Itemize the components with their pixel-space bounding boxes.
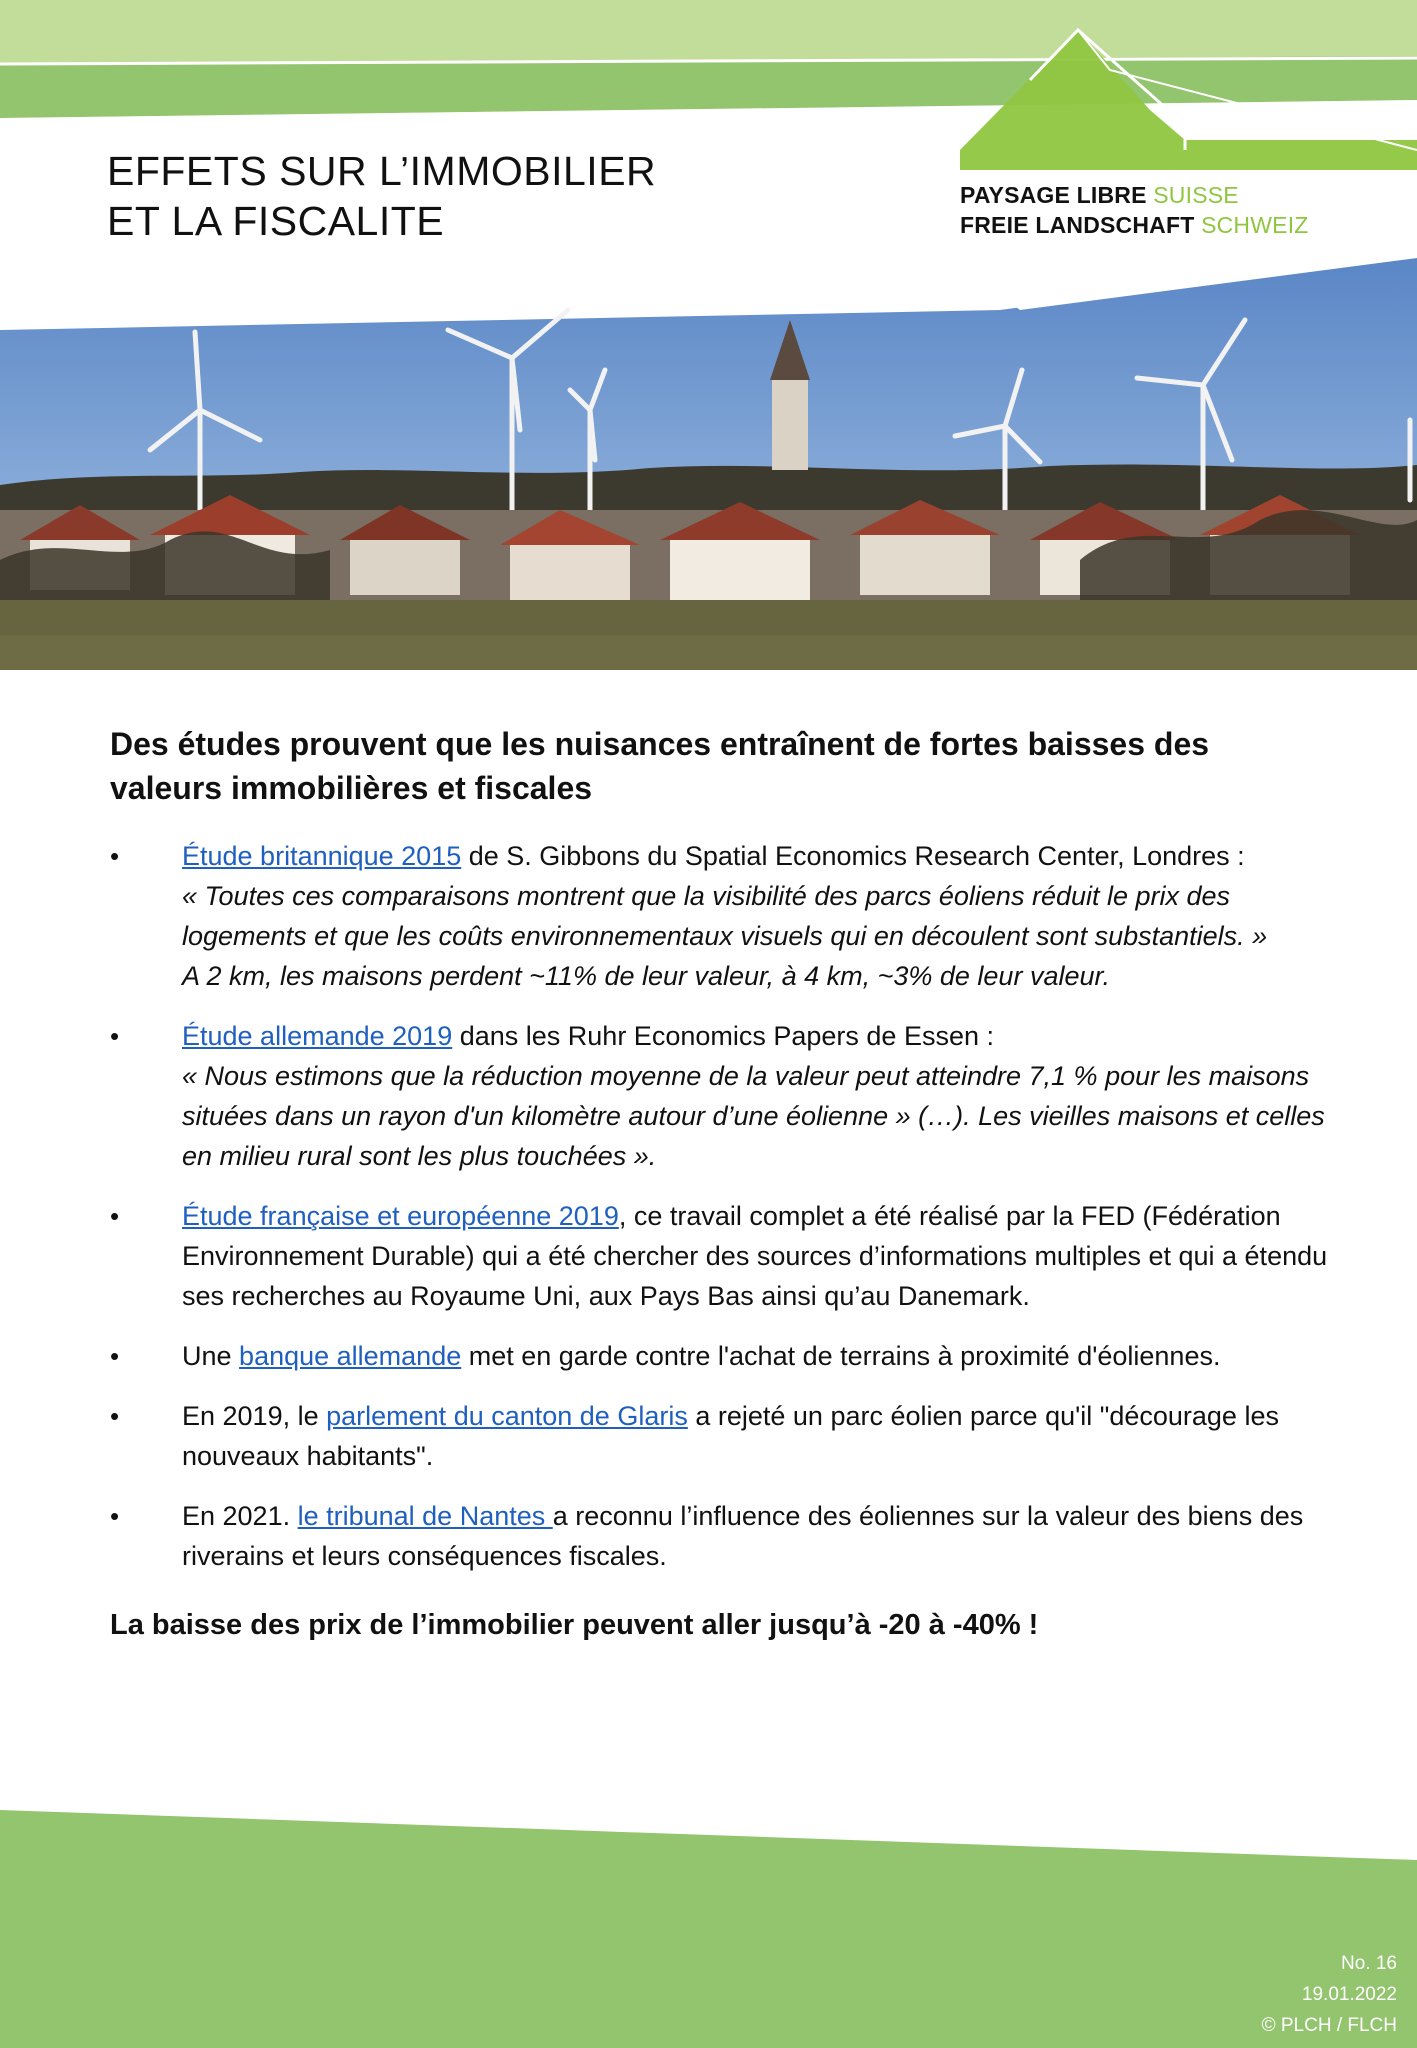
logo-line2-green: SCHWEIZ	[1201, 212, 1309, 238]
bullet-dot: •	[110, 1201, 120, 1231]
link-banque-allemande[interactable]: banque allemande	[239, 1341, 462, 1371]
list-item	[110, 1336, 1350, 1376]
headline: Des études prouvent que les nuisances entraînent de fortes baisses des valeurs immobilières et fiscales	[110, 726, 1210, 806]
bullet-prefix: Une	[182, 1341, 240, 1371]
link-tribunal-nantes[interactable]: le tribunal de Nantes	[297, 1501, 553, 1531]
bullet-quote-2: A 2 km, les maisons perdent ~11% de leur valeur, à 4 km, ~3% de leur valeur.	[182, 961, 1110, 991]
title-line-2: ET LA FISCALITE	[107, 198, 445, 244]
link-etude-britannique[interactable]: Étude britannique 2015	[182, 841, 462, 871]
copyright: © PLCH / FLCH	[1261, 2015, 1397, 2036]
bullet-dot: •	[110, 1341, 120, 1371]
logo-line2-dark: FREIE LANDSCHAFT	[960, 212, 1195, 238]
list-item	[110, 1396, 1350, 1476]
list-item	[110, 836, 1350, 996]
link-parlement-glaris[interactable]: parlement du canton de Glaris	[326, 1401, 688, 1431]
bullet-dot: •	[110, 841, 120, 871]
bullet-prefix: En 2021.	[182, 1501, 298, 1531]
logo-line1-green: SUISSE	[1153, 182, 1239, 208]
logo	[960, 180, 1309, 240]
bullet-text: a reconnu l’influence des éoliennes sur la valeur des biens des riverains et leurs conséquences fiscales.	[182, 1501, 1304, 1571]
logo-line1-dark: PAYSAGE LIBRE	[960, 182, 1147, 208]
footer-band	[0, 1810, 1417, 2048]
bullet-text: dans les Ruhr Economics Papers de Essen :	[452, 1021, 994, 1051]
bullet-dot: •	[110, 1021, 120, 1051]
wind-turbines-village-photo	[0, 240, 1417, 670]
footer-meta	[1262, 1948, 1397, 2041]
page-title	[107, 146, 656, 246]
bullet-text: , ce travail complet a été réalisé par la FED (Fédération Environnement Durable) qui a été chercher des sources d’informations multiples et qui a étendu ses recherches au Royaume Uni, aux Pays Bas ainsi qu’au Danemark.	[182, 1201, 1328, 1311]
title-line-1: EFFETS SUR L’IMMOBILIER	[107, 148, 657, 194]
bullet-quote: « Nous estimons que la réduction moyenne de la valeur peut atteindre 7,1 % pour les maisons situées dans un rayon d'un kilomètre autour d’une éolienne » (…). Les vieilles maisons et celles en milieu rural sont les plus touchées ».	[182, 1061, 1325, 1171]
bullet-text: met en garde contre l'achat de terrains à proximité d'éoliennes.	[461, 1341, 1221, 1371]
bullet-dot: •	[110, 1401, 120, 1431]
bullet-text: a rejeté un parc éolien parce qu'il "décourage les nouveaux habitants".	[182, 1401, 1279, 1471]
bullet-text: de S. Gibbons du Spatial Economics Research Center, Londres :	[461, 841, 1245, 871]
bullet-dot: •	[110, 1501, 120, 1531]
issue-number: No. 16	[1341, 1953, 1397, 1974]
list-item	[110, 1016, 1350, 1176]
issue-date: 19.01.2022	[1301, 1984, 1397, 2005]
bullet-prefix: En 2019, le	[182, 1401, 327, 1431]
conclusion: La baisse des prix de l’immobilier peuvent aller jusqu’à -20 à -40% !	[110, 1609, 1039, 1641]
link-etude-allemande[interactable]: Étude allemande 2019	[182, 1021, 453, 1051]
list-item	[110, 1196, 1350, 1316]
bullet-quote: « Toutes ces comparaisons montrent que la visibilité des parcs éoliens réduit le prix des logements et que les coûts environnementaux visuels qui en découlent sont substantiels. »	[182, 881, 1268, 951]
studies-list	[110, 836, 1350, 1596]
link-etude-francaise[interactable]: Étude française et européenne 2019	[182, 1201, 619, 1231]
list-item	[110, 1496, 1350, 1576]
